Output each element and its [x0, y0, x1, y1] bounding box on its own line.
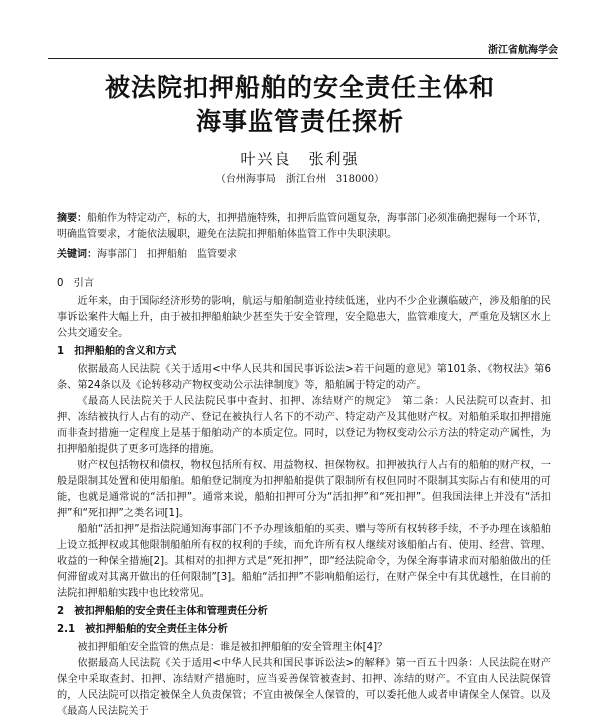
journal-name: 浙江省航海学会: [488, 45, 558, 56]
affiliation: （台州海事局 浙江台州 318000）: [215, 174, 385, 185]
paragraph: 《最高人民法院关于人民法院民事中查封、扣押、冻结财产的规定》 第二条：人民法院可以查封、扣押、冻结被执行人占有的动产、登记在被执行人名下的不动产、特定动产及其他财产权。对船舶采取扣押措施而非查封措施一定程度上是基于船舶动产的本质定位。同时，以登记为物权变动公示方法的特定动产属性，为扣押船舶提供了更多可选择的措施。: [57, 396, 551, 455]
body-text: [57, 274, 551, 720]
keywords: [57, 245, 551, 260]
keywords-label: 关键词：: [57, 249, 97, 260]
paragraph: 依据最高人民法院《关于适用<中华人民共和国民事诉讼法>若干问题的意见》第101条、《物权法》第6条、第24条以及《论转移动产物权变动公示法律制度》等，船舶属于特定的动产。: [57, 364, 551, 391]
header-rule: [48, 58, 558, 59]
paper-title-line1: 被法院扣押船舶的安全责任主体和: [104, 73, 495, 102]
section-heading-2: 2 被扣押船舶的安全责任主体和管理责任分析: [57, 606, 268, 617]
paragraph: 依据最高人民法院《关于适用<中华人民共和国民事诉讼法>的解释》第一百五十四条：人民法院在财产保全中采取查封、扣押、冻结财产措施时，应当妥善保管被查封、扣押、冻结的财产。不宜由人民法院保管的，人民法院可以指定被保全人负责保管；不宜由被保全人保管的，可以委托他人或者申请保全人保管。以及《最高人民法院关于: [57, 658, 551, 717]
paragraph: 财产权包括物权和债权，物权包括所有权、用益物权、担保物权。扣押被执行人占有的船舶的财产权，一般是限制其处置和使用船舶。船舶登记制度为扣押船舶提供了限制所有权但同时不限制其实际占有和使用的可能，也就是通常说的“活扣押”。通常来说，船舶扣押可分为“活扣押”和“死扣押”。但我国法律上并没有“活扣押”和“死扣押”之类名词[1]。: [57, 460, 551, 519]
section-heading-1: 1 扣押船舶的含义和方式: [57, 346, 177, 357]
authors: 叶兴良 张利强: [240, 150, 360, 168]
section-heading-intro: 0 引言: [57, 278, 95, 289]
section-heading-2-1: 2.1 被扣押船舶的安全责任主体分析: [57, 624, 228, 635]
paragraph: 船舶“活扣押”是指法院通知海事部门不予办理该船舶的买卖、赠与等所有权转移手续，不予办理在该船舶上设立抵押权或其他限制船舶所有权的权利的手续，而允许所有权人继续对该船舶占有、使用、经营、管理、收益的一种保全措施[2]。其相对的扣押方式是“死扣押”，即“经法院命令，为保全海事请求而对船舶做出的任何滞留或对其离开做出的任何限制”[3]。船舶“活扣押”不影响船舶运行，在财产保全中有其优越性，在目前的法院扣押船舶实践中也比较常见。: [57, 524, 551, 599]
abstract-text: 船舶作为特定动产，标的大，扣押措施特殊，扣押后监管问题复杂，海事部门必须准确把握每一个环节，明确监管要求，才能依法履职，避免在法院扣押船舶体监管工作中失职渎职。: [57, 213, 547, 240]
abstract: [57, 211, 551, 243]
abstract-label: 摘要：: [57, 213, 87, 224]
paragraph: 被扣押船舶安全监管的焦点是：谁是被扣押船舶的安全管理主体[4]？: [77, 642, 388, 653]
paragraph: 近年来，由于国际经济形势的影响，航运与船舶制造业持续低迷，业内不少企业濒临破产，涉及船舶的民事诉讼案件大幅上升，由于被扣押船舶缺少甚至失于安全管理，安全隐患大，监管难度大，严重危及辖区水上公共交通安全。: [57, 296, 551, 339]
paper-title-line2: 海事监管责任探析: [195, 107, 404, 136]
keywords-text: 海事部门 扣押船舶 监管要求: [97, 249, 237, 260]
